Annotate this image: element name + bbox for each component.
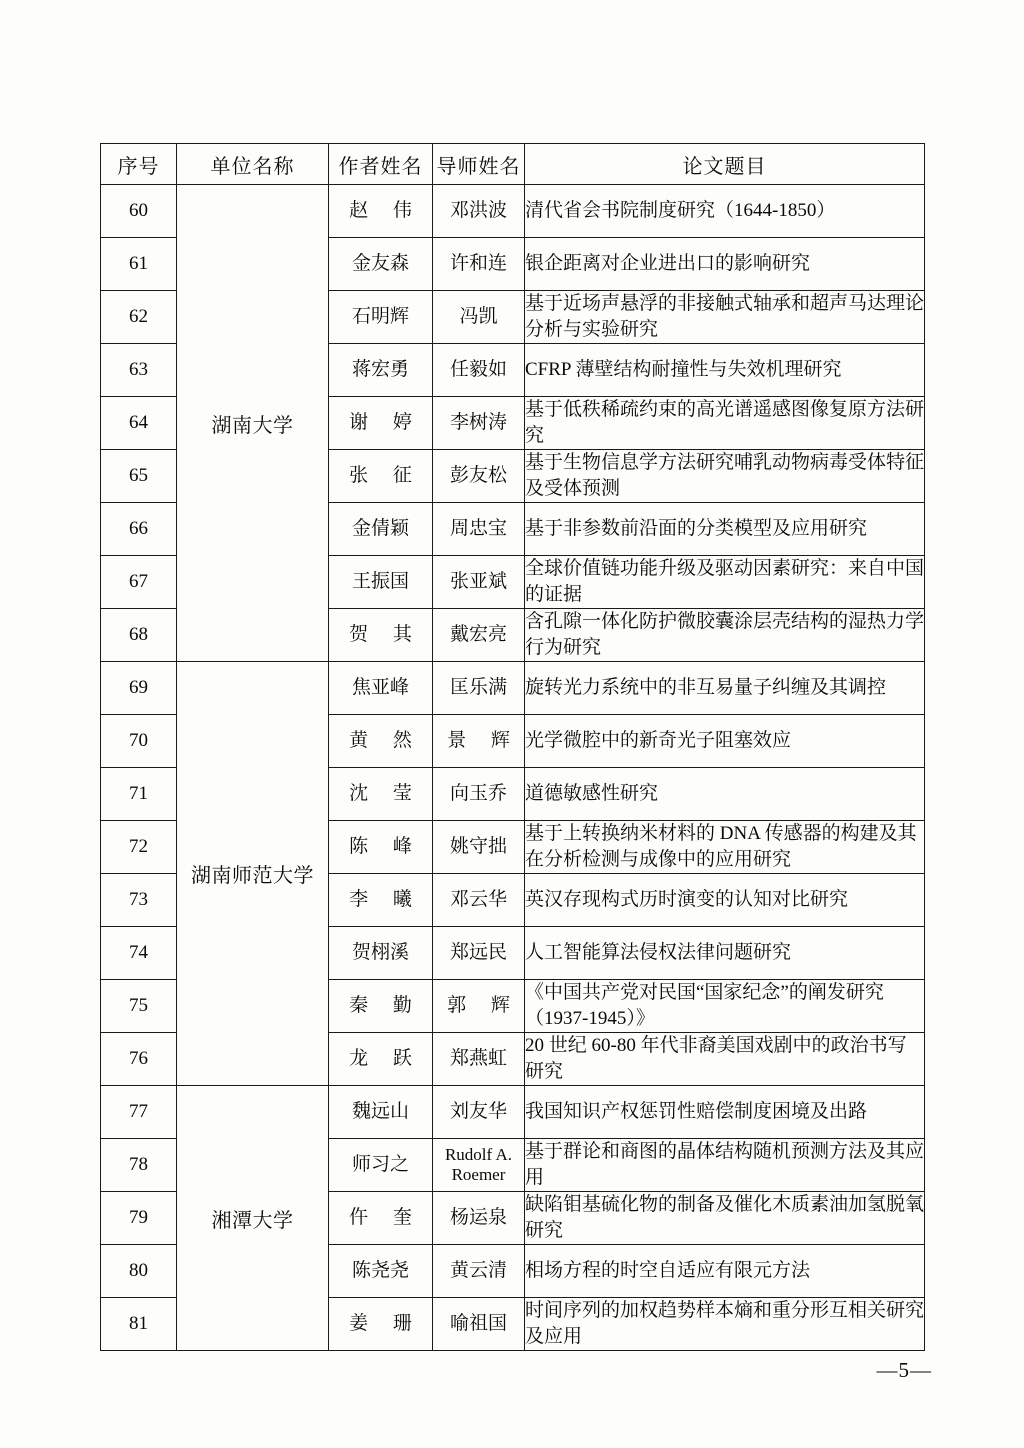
table-row bbox=[101, 1086, 925, 1139]
cell-thesis-title: 英汉存现构式历时演变的认知对比研究 bbox=[525, 874, 925, 927]
column-header-seq: 序号 bbox=[101, 144, 177, 185]
cell-sequence: 63 bbox=[101, 344, 177, 397]
cell-author: 龙 跃 bbox=[329, 1033, 433, 1086]
cell-advisor: 杨运泉 bbox=[433, 1192, 525, 1245]
cell-sequence: 81 bbox=[101, 1298, 177, 1351]
cell-advisor: Rudolf A. Roemer bbox=[433, 1139, 525, 1192]
cell-author: 李 曦 bbox=[329, 874, 433, 927]
cell-author: 张 征 bbox=[329, 450, 433, 503]
cell-thesis-title: 缺陷钼基硫化物的制备及催化木质素油加氢脱氧研究 bbox=[525, 1192, 925, 1245]
cell-unit: 湘潭大学 bbox=[177, 1086, 329, 1351]
cell-thesis-title: 旋转光力系统中的非互易量子纠缠及其调控 bbox=[525, 662, 925, 715]
cell-author: 王振国 bbox=[329, 556, 433, 609]
cell-thesis-title: 基于近场声悬浮的非接触式轴承和超声马达理论分析与实验研究 bbox=[525, 291, 925, 344]
thesis-table bbox=[100, 143, 925, 1351]
cell-advisor: 黄云清 bbox=[433, 1245, 525, 1298]
cell-unit: 湖南师范大学 bbox=[177, 662, 329, 1086]
cell-thesis-title: 含孔隙一体化防护微胶囊涂层壳结构的湿热力学行为研究 bbox=[525, 609, 925, 662]
cell-advisor: 周忠宝 bbox=[433, 503, 525, 556]
cell-author: 贺 其 bbox=[329, 609, 433, 662]
cell-author: 仵 奎 bbox=[329, 1192, 433, 1245]
cell-author: 沈 莹 bbox=[329, 768, 433, 821]
column-header-title: 论文题目 bbox=[525, 144, 925, 185]
cell-thesis-title: 基于群论和商图的晶体结构随机预测方法及其应用 bbox=[525, 1139, 925, 1192]
cell-advisor: 向玉乔 bbox=[433, 768, 525, 821]
cell-advisor: 郑燕虹 bbox=[433, 1033, 525, 1086]
cell-sequence: 66 bbox=[101, 503, 177, 556]
cell-sequence: 61 bbox=[101, 238, 177, 291]
cell-advisor: 任毅如 bbox=[433, 344, 525, 397]
cell-author: 蒋宏勇 bbox=[329, 344, 433, 397]
page-number: —5— bbox=[876, 1358, 932, 1382]
table-header bbox=[101, 144, 925, 185]
cell-advisor: 彭友松 bbox=[433, 450, 525, 503]
cell-author: 金友森 bbox=[329, 238, 433, 291]
cell-author: 石明辉 bbox=[329, 291, 433, 344]
table-row bbox=[101, 662, 925, 715]
cell-sequence: 71 bbox=[101, 768, 177, 821]
cell-advisor: 郭 辉 bbox=[433, 980, 525, 1033]
cell-sequence: 65 bbox=[101, 450, 177, 503]
cell-sequence: 62 bbox=[101, 291, 177, 344]
cell-thesis-title: 道德敏感性研究 bbox=[525, 768, 925, 821]
cell-sequence: 79 bbox=[101, 1192, 177, 1245]
table-header-row bbox=[101, 144, 925, 185]
cell-sequence: 75 bbox=[101, 980, 177, 1033]
table-body bbox=[101, 185, 925, 1351]
cell-advisor: 戴宏亮 bbox=[433, 609, 525, 662]
cell-thesis-title: 光学微腔中的新奇光子阻塞效应 bbox=[525, 715, 925, 768]
cell-sequence: 76 bbox=[101, 1033, 177, 1086]
cell-advisor: 喻祖国 bbox=[433, 1298, 525, 1351]
cell-thesis-title: 清代省会书院制度研究（1644-1850） bbox=[525, 185, 925, 238]
cell-author: 谢 婷 bbox=[329, 397, 433, 450]
cell-thesis-title: 人工智能算法侵权法律问题研究 bbox=[525, 927, 925, 980]
cell-advisor: 邓云华 bbox=[433, 874, 525, 927]
cell-sequence: 80 bbox=[101, 1245, 177, 1298]
cell-sequence: 67 bbox=[101, 556, 177, 609]
cell-thesis-title: 相场方程的时空自适应有限元方法 bbox=[525, 1245, 925, 1298]
cell-author: 师习之 bbox=[329, 1139, 433, 1192]
cell-sequence: 78 bbox=[101, 1139, 177, 1192]
cell-advisor: 邓洪波 bbox=[433, 185, 525, 238]
cell-thesis-title: 20 世纪 60-80 年代非裔美国戏剧中的政治书写研究 bbox=[525, 1033, 925, 1086]
cell-author: 金倩颖 bbox=[329, 503, 433, 556]
cell-sequence: 72 bbox=[101, 821, 177, 874]
cell-advisor: 许和连 bbox=[433, 238, 525, 291]
cell-thesis-title: 我国知识产权惩罚性赔偿制度困境及出路 bbox=[525, 1086, 925, 1139]
cell-advisor: 郑远民 bbox=[433, 927, 525, 980]
cell-unit: 湖南大学 bbox=[177, 185, 329, 662]
cell-sequence: 64 bbox=[101, 397, 177, 450]
cell-sequence: 69 bbox=[101, 662, 177, 715]
cell-author: 魏远山 bbox=[329, 1086, 433, 1139]
cell-author: 秦 勤 bbox=[329, 980, 433, 1033]
cell-thesis-title: 基于低秩稀疏约束的高光谱遥感图像复原方法研究 bbox=[525, 397, 925, 450]
cell-author: 赵 伟 bbox=[329, 185, 433, 238]
column-header-advisor: 导师姓名 bbox=[433, 144, 525, 185]
cell-thesis-title: 时间序列的加权趋势样本熵和重分形互相关研究及应用 bbox=[525, 1298, 925, 1351]
cell-sequence: 77 bbox=[101, 1086, 177, 1139]
column-header-unit: 单位名称 bbox=[177, 144, 329, 185]
cell-advisor: 姚守拙 bbox=[433, 821, 525, 874]
column-header-author: 作者姓名 bbox=[329, 144, 433, 185]
cell-thesis-title: 基于上转换纳米材料的 DNA 传感器的构建及其在分析检测与成像中的应用研究 bbox=[525, 821, 925, 874]
table-row bbox=[101, 185, 925, 238]
cell-author: 姜 珊 bbox=[329, 1298, 433, 1351]
cell-advisor: 冯凯 bbox=[433, 291, 525, 344]
cell-sequence: 70 bbox=[101, 715, 177, 768]
cell-thesis-title: 基于生物信息学方法研究哺乳动物病毒受体特征及受体预测 bbox=[525, 450, 925, 503]
cell-author: 黄 然 bbox=[329, 715, 433, 768]
cell-thesis-title: CFRP 薄壁结构耐撞性与失效机理研究 bbox=[525, 344, 925, 397]
cell-advisor: 匡乐满 bbox=[433, 662, 525, 715]
cell-author: 陈 峰 bbox=[329, 821, 433, 874]
cell-thesis-title: 《中国共产党对民国“国家纪念”的阐发研究（1937-1945）》 bbox=[525, 980, 925, 1033]
thesis-table-container bbox=[100, 143, 924, 1351]
cell-sequence: 73 bbox=[101, 874, 177, 927]
cell-sequence: 68 bbox=[101, 609, 177, 662]
cell-author: 贺栩溪 bbox=[329, 927, 433, 980]
cell-advisor: 李树涛 bbox=[433, 397, 525, 450]
cell-author: 焦亚峰 bbox=[329, 662, 433, 715]
cell-advisor: 景 辉 bbox=[433, 715, 525, 768]
cell-author: 陈尧尧 bbox=[329, 1245, 433, 1298]
cell-advisor: 张亚斌 bbox=[433, 556, 525, 609]
cell-sequence: 60 bbox=[101, 185, 177, 238]
cell-thesis-title: 银企距离对企业进出口的影响研究 bbox=[525, 238, 925, 291]
cell-advisor: 刘友华 bbox=[433, 1086, 525, 1139]
cell-sequence: 74 bbox=[101, 927, 177, 980]
cell-thesis-title: 基于非参数前沿面的分类模型及应用研究 bbox=[525, 503, 925, 556]
cell-thesis-title: 全球价值链功能升级及驱动因素研究：来自中国的证据 bbox=[525, 556, 925, 609]
